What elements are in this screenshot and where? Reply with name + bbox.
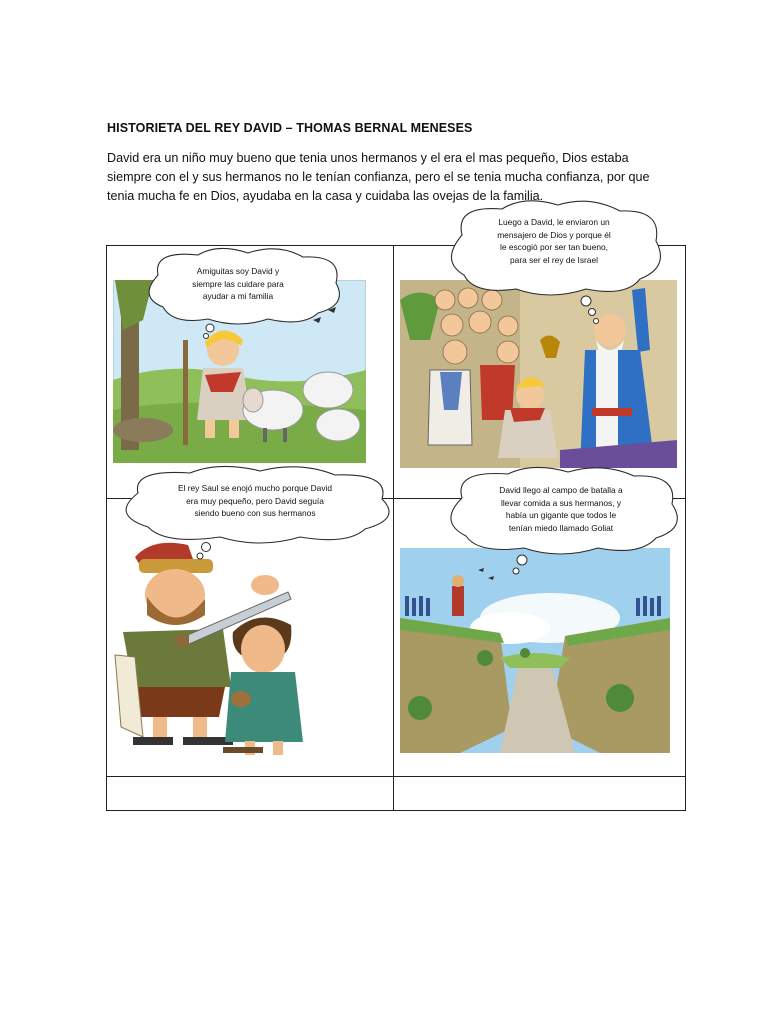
bubble-line: le escogió por ser tan bueno, [499,242,609,252]
table-divider-row2 [107,776,685,777]
bubble-line: había un gigante que todos le [505,510,617,520]
bubble-line: para ser el rey de Israel [510,254,598,265]
bubble-line: David llego al campo de batalla a [499,485,623,495]
speech-bubble-4-text [474,484,648,534]
bubble-line: mensajero de Dios y porque él [497,229,611,240]
bubble-line: Luego a David, le enviaron un [498,217,610,227]
intro-paragraph: David era un niño muy bueno que tenia unos hermanos y el era el mas pequeño, Dios estaba siempre con el y sus hermanos no le tenían confianza, pero el se tenia mucha confianza, por que tenia mucha fe en Dios, ayudaba en la casa y cuidaba las ovejas de la familia. [107,151,650,203]
bubble-line: tenían miedo llamado Goliat [508,522,614,533]
speech-bubble-2-text [472,216,636,266]
bubble-line: llevar comida a sus hermanos, y [500,497,622,508]
bubble-line: siendo bueno con sus hermanos [194,508,316,518]
bubble-line: El rey Saul se enojó mucho porque David [177,483,333,493]
page-title: HISTORIETA DEL REY DAVID – THOMAS BERNAL MENESES [107,121,473,135]
bubble-line: Amiguitas soy David y [196,266,280,276]
speech-bubble-3-text [140,482,370,520]
illustration-saul-david [113,537,328,759]
bubble-line: era muy pequeño, pero David seguía [186,495,324,506]
bubble-line: siempre las cuidare para [192,278,284,289]
bubble-line: ayudar a mi familia [202,291,274,301]
speech-bubble-1-text [163,265,313,303]
